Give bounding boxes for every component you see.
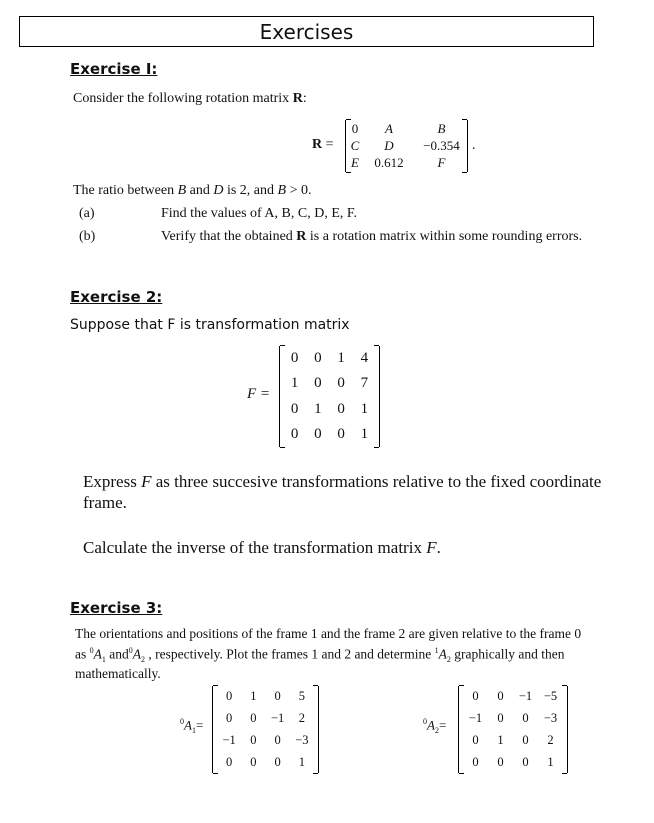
matrix-cell: 0 [497, 689, 504, 704]
rotation-matrix-label: R = [312, 137, 334, 152]
matrix-cell: 0 [250, 711, 257, 726]
exercise-3-heading: Exercise 3: [70, 599, 163, 617]
matrix-cell: −3 [543, 711, 558, 726]
matrix-cell: 1 [360, 425, 369, 442]
matrix-cell: 0 [337, 425, 345, 442]
matrix-cell: 1 [298, 754, 305, 769]
matrix-cell: 0 [472, 732, 479, 747]
matrix-cell: 0 [522, 754, 529, 769]
matrix-a2-label: $^0A_2=$ [423, 717, 447, 735]
rotation-matrix-period: . [472, 138, 476, 153]
matrix-cell: 0 [472, 754, 479, 769]
matrix-cell: 1 [360, 400, 369, 417]
matrix-cell: 2 [547, 732, 554, 747]
matrix-cell: 0 [226, 689, 233, 704]
matrix-a1-label: $^0A_1=$ [180, 717, 204, 735]
matrix-cell: −3 [295, 732, 309, 747]
matrix-cell: 1 [547, 754, 554, 769]
exercise-3-line2: as $^0A_1$ $and^0A_2$ , respectively. Plot the frames 1 and 2 and determine $^1A_2$ graphically and then [75, 646, 565, 665]
matrix-cell: 4 [360, 350, 369, 367]
item-b-tag: (b) [79, 229, 96, 244]
matrix-cell: 0 [497, 711, 504, 726]
exercise-3-line1: The orientations and positions of the frame 1 and the frame 2 are given relative to the frame 0 [75, 626, 582, 641]
exercise-1-intro: Consider the following rotation matrix R: [73, 91, 307, 106]
transform-matrix-label: F = [247, 386, 271, 402]
matrix-cell: C [350, 137, 360, 153]
transform-matrix [279, 346, 380, 447]
calc-statement: Calculate the inverse of the transformation matrix F. [83, 538, 441, 557]
matrix-cell: 0 [337, 375, 345, 392]
exercise-2-heading: Exercise 2: [70, 288, 163, 306]
exercise-2-intro: Suppose that F is transformation matrix [70, 317, 350, 333]
matrix-cell: −0.354 [423, 137, 460, 153]
matrix-cell: 5 [298, 689, 305, 704]
matrix-cell: 7 [360, 375, 369, 392]
matrix-cell: −1 [468, 711, 483, 726]
matrix-cell: D [384, 137, 394, 153]
exercise-1-heading: Exercise I: [70, 60, 158, 78]
matrix-cell: 1 [497, 732, 504, 747]
item-b-text: Verify that the obtained R is a rotation matrix within some rounding errors. [161, 229, 583, 244]
exercise-3-line3: mathematically. [75, 666, 161, 681]
matrix-cell: 0 [290, 400, 299, 417]
matrix-cell: 0 [522, 732, 529, 747]
ratio-statement: The ratio between B and D is 2, and B > 0. [73, 183, 312, 198]
matrix-cell: 0 [274, 754, 281, 769]
matrix-cell: 0 [314, 375, 322, 392]
matrix-cell: 1 [337, 350, 345, 367]
matrix-cell: E [351, 155, 359, 171]
express-statement: Express F as three succesive transformations relative to the fixed coordinate [83, 472, 602, 491]
matrix-cell: 0 [497, 754, 504, 769]
express-statement-line2: frame. [83, 493, 127, 512]
matrix-cell: F [437, 155, 446, 171]
matrix-a2 [458, 686, 568, 773]
matrix-cell: 1 [314, 400, 322, 417]
matrix-cell: 0 [472, 689, 479, 704]
matrix-cell: 0 [522, 711, 529, 726]
matrix-cell: 0 [274, 689, 281, 704]
matrix-cell: 1 [250, 689, 257, 704]
matrix-cell: 0 [226, 711, 233, 726]
matrix-a1 [212, 686, 319, 773]
matrix-cell: 0 [274, 732, 281, 747]
matrix-cell: 0.612 [374, 155, 404, 171]
matrix-cell: 0 [351, 120, 359, 136]
matrix-cell: 2 [298, 711, 305, 726]
matrix-cell: 0 [290, 350, 299, 367]
page-title: Exercises [19, 16, 594, 47]
matrix-cell: −1 [222, 732, 236, 747]
matrix-cell: 0 [314, 350, 322, 367]
rotation-matrix [345, 120, 468, 172]
matrix-cell: 0 [337, 400, 345, 417]
item-a-tag: (a) [79, 206, 95, 221]
matrix-cell: −5 [543, 689, 558, 704]
matrix-cell: −1 [518, 689, 533, 704]
matrix-cell: 1 [290, 375, 299, 392]
matrix-cell: 0 [250, 732, 257, 747]
matrix-cell: 0 [226, 754, 233, 769]
matrix-cell: 0 [290, 425, 299, 442]
matrix-cell: 0 [314, 425, 322, 442]
matrix-cell: −1 [270, 711, 285, 726]
item-a-text: Find the values of A, B, C, D, E, F. [161, 206, 358, 221]
matrix-cell: 0 [250, 754, 257, 769]
matrix-cell: B [437, 120, 446, 136]
matrix-cell: A [385, 120, 393, 136]
